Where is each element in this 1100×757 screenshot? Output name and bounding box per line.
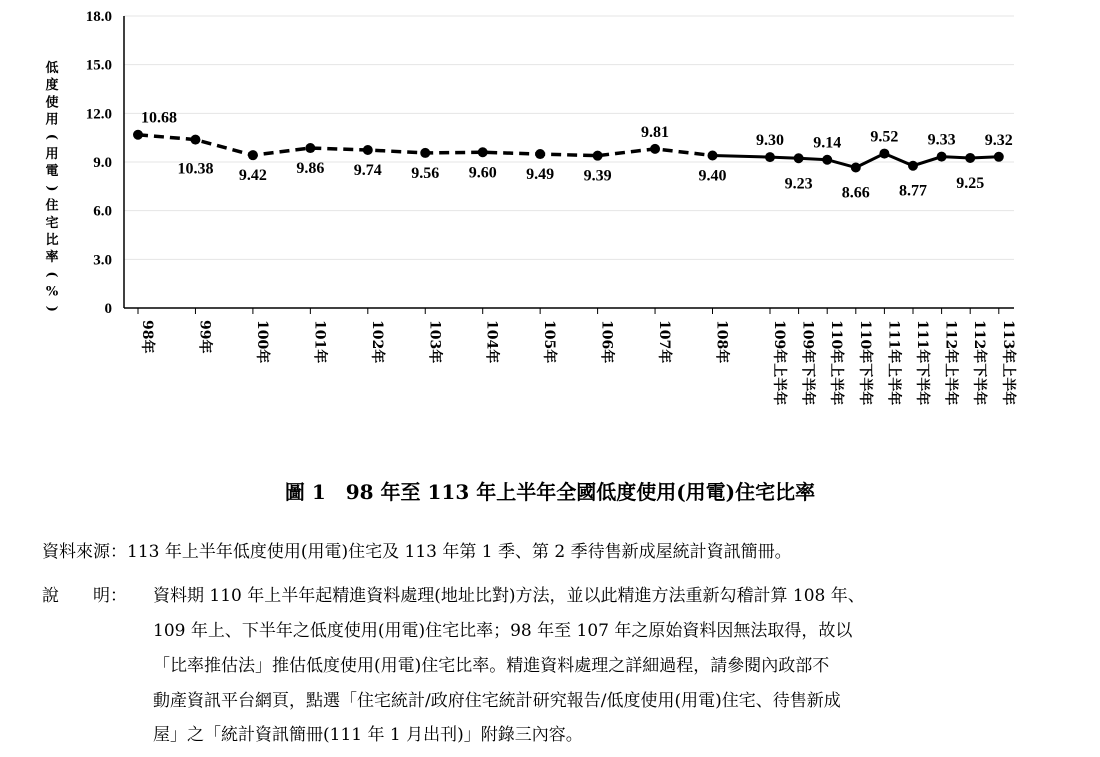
data-label: 9.14	[813, 134, 842, 152]
data-point	[363, 145, 373, 155]
note-line: 資料期 110 年上半年起精進資料處理(地址比對)方法，並以此精進方法重新勾稽計算 108 年、	[153, 586, 865, 606]
y-axis-label-char: )	[44, 305, 59, 312]
y-axis-label-char: 用	[45, 112, 59, 128]
y-tick-label: 12.0	[85, 106, 112, 123]
source-line: 資料來源：113 年上半年低度使用(用電)住宅及 113 年第 1 季、第 2 季待售新成屋統計資訊簡冊。	[42, 542, 792, 562]
x-tick-label: 102年	[368, 320, 385, 364]
data-label: 9.40	[698, 167, 727, 185]
y-axis-label-char: 宅	[45, 215, 59, 231]
y-tick-label: 9.0	[93, 155, 112, 171]
x-tick-label: 112年下半年	[971, 320, 988, 406]
data-label: 10.68	[141, 109, 177, 127]
data-point	[879, 149, 889, 159]
x-tick-label: 99年	[196, 320, 213, 354]
data-point	[822, 155, 832, 165]
data-point	[248, 150, 258, 160]
y-axis-label-char: 低	[45, 61, 59, 76]
data-label: 9.23	[784, 175, 813, 193]
data-point	[851, 163, 861, 173]
data-label: 9.81	[641, 123, 670, 141]
data-label: 9.32	[984, 131, 1013, 149]
data-point	[420, 148, 430, 158]
data-label: 9.56	[411, 164, 440, 182]
x-tick-label: 107年	[656, 320, 673, 364]
data-point	[908, 161, 918, 171]
data-label: 9.33	[927, 131, 956, 149]
data-label: 9.39	[583, 167, 612, 185]
data-label: 9.60	[468, 164, 497, 182]
data-label: 9.49	[526, 166, 555, 184]
note-line: 109 年上、下半年之低度使用(用電)住宅比率；98 年至 107 年之原始資料因無法取得，故以	[153, 621, 853, 641]
data-label: 9.52	[870, 128, 899, 146]
data-label: 9.42	[238, 167, 267, 185]
data-label: 9.74	[353, 161, 382, 179]
data-label: 8.66	[841, 184, 870, 202]
data-point	[937, 152, 947, 162]
y-tick-label: 15.0	[85, 57, 112, 74]
y-axis-label-char: 使	[45, 95, 59, 111]
data-point	[535, 149, 545, 159]
y-tick-labels	[86, 9, 112, 317]
note-line: 動產資訊平台網頁，點選「住宅統計/政府住宅統計研究報告/低度使用(用電)住宅、待售新成	[153, 691, 841, 711]
x-tick-label: 112年上半年	[942, 320, 959, 406]
x-tick-label: 108年	[713, 320, 730, 364]
data-point	[305, 143, 315, 153]
data-label: 10.38	[177, 160, 214, 178]
y-tick-label: 3.0	[93, 252, 112, 269]
x-tick-label: 103年	[426, 320, 443, 364]
x-tick-label: 104年	[483, 320, 500, 364]
data-point	[593, 151, 603, 161]
data-point	[994, 152, 1004, 162]
data-point	[965, 153, 975, 163]
y-axis-label-char: (	[44, 271, 59, 278]
data-label: 8.77	[899, 182, 927, 200]
data-point	[650, 144, 660, 154]
data-point	[708, 151, 718, 161]
data-point	[478, 147, 488, 157]
y-axis-label	[44, 60, 59, 312]
y-axis-label-char: 電	[45, 164, 59, 180]
y-axis-label-char: 住	[45, 198, 59, 214]
figure-caption: 圖 1 98 年至 113 年上半年全國低度使用(用電)住宅比率	[284, 480, 816, 504]
y-tick-label: 18.0	[85, 9, 112, 25]
y-axis-label-char: 率	[45, 250, 59, 266]
y-axis-label-char: 度	[45, 78, 59, 94]
data-point	[190, 135, 200, 145]
x-tick-label: 111年下半年	[914, 320, 930, 406]
x-tick-label: 100年	[253, 320, 270, 364]
y-axis-label-char: (	[44, 133, 59, 140]
x-tick-label: 101年	[311, 320, 328, 364]
axes	[124, 16, 1014, 314]
y-tick-label: 6.0	[93, 203, 112, 220]
y-axis-label-char: )	[44, 185, 59, 192]
data-label: 9.30	[756, 132, 784, 150]
x-tick-label: 106年	[598, 320, 615, 364]
y-tick-label: 0	[104, 301, 112, 317]
note-line: 屋」之「統計資訊簡冊(111 年 1 月出刊)」附錄三內容。	[153, 725, 583, 745]
data-point	[133, 130, 143, 140]
y-axis-label-char: 用	[45, 147, 59, 162]
x-tick-label: 98年	[139, 320, 155, 354]
x-tick-labels	[139, 320, 1017, 405]
data-label: 9.25	[956, 174, 985, 192]
y-axis-label-char: 比	[45, 233, 59, 248]
x-tick-label: 113年上半年	[999, 320, 1016, 406]
x-tick-label: 105年	[541, 320, 558, 364]
y-axis-label-char: %	[45, 284, 59, 300]
data-label: 9.86	[296, 160, 325, 178]
x-tick-label: 109年上半年	[771, 320, 787, 406]
x-tick-label: 110年下半年	[856, 320, 873, 406]
x-tick-label: 109年下半年	[799, 320, 816, 406]
data-point	[794, 153, 804, 163]
x-tick-label: 111年上半年	[885, 320, 902, 406]
note-label: 說 明：	[42, 586, 127, 606]
x-tick-label: 110年上半年	[828, 320, 845, 406]
data-point	[765, 152, 775, 162]
note-line: 「比率推估法」推估低度使用(用電)住宅比率。精進資料處理之詳細過程，請參閱內政部不	[153, 656, 830, 676]
